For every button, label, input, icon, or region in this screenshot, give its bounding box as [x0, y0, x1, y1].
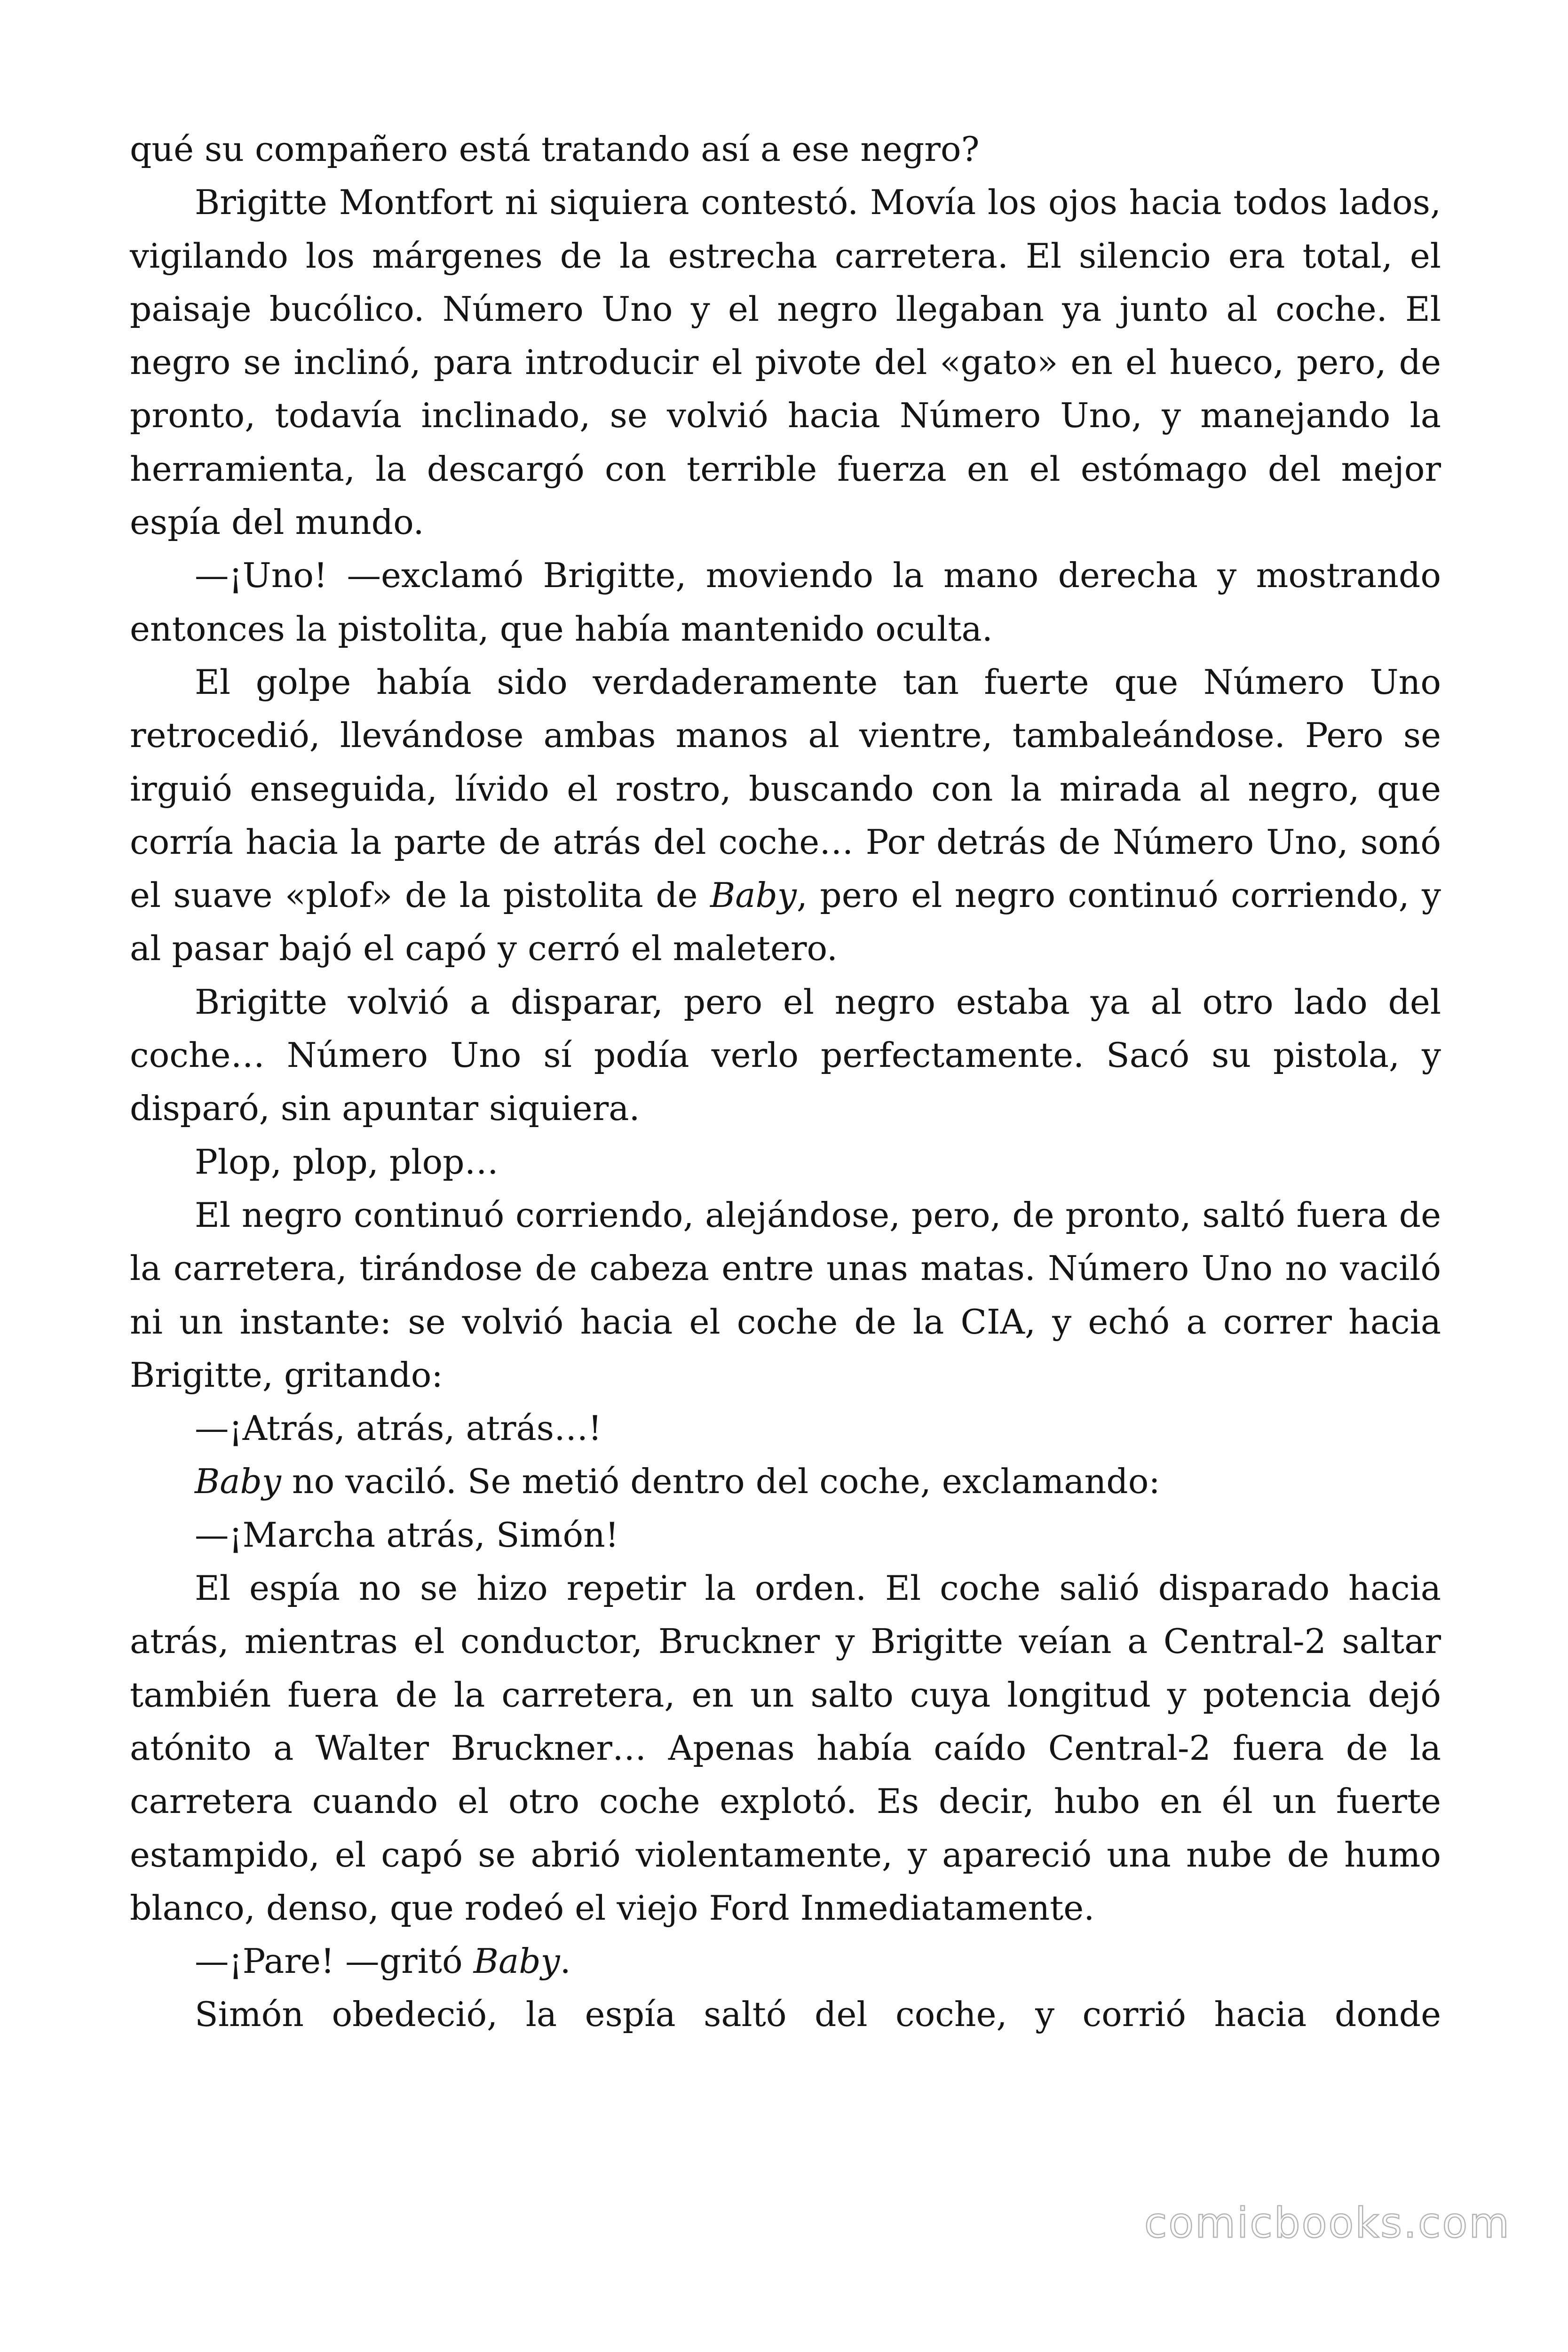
paragraph	[130, 1988, 1441, 2042]
paragraph	[130, 123, 1441, 176]
text-run: no vaciló. Se metió dentro del coche, exclamando:	[281, 1462, 1160, 1502]
text-run: —¡Marcha atrás, Simón!	[195, 1515, 619, 1555]
text-run: —¡Pare! —gritó	[195, 1942, 474, 1982]
text-run: Plop, plop, plop…	[195, 1142, 499, 1182]
paragraph	[130, 656, 1441, 976]
text-run: El negro continuó corriendo, alejándose, pero, de pronto, saltó fuera de la carretera, tirándose de cabeza entre unas matas. Número Uno no vaciló ni un instante: se volvió hacia el coche de la CIA, y echó a correr hacia Brigitte, gritando:	[130, 1195, 1441, 1395]
text-run: Brigitte volvió a disparar, pero el negro estaba ya al otro lado del coche… Número Uno sí podía verlo perfectamente. Sacó su pistola, y disparó, sin apuntar siquiera.	[130, 982, 1441, 1129]
paragraph	[130, 1562, 1441, 1935]
italic-name: Baby	[195, 1462, 281, 1502]
text-run: El espía no se hizo repetir la orden. El coche salió disparado hacia atrás, mientras el conductor, Bruckner y Brigitte veían a Central-2 saltar también fuera de la carretera, en un salto cuya longitud y potencia dejó atónito a Walter Bruckner… Apenas había caído Central-2 fuera de la carretera cuando el otro coche explotó. Es decir, hubo en él un fuerte estampido, el capó se abrió violentamente, y apareció una nube de humo blanco, denso, que rodeó el viejo Ford Inmediatamente.	[130, 1569, 1441, 1928]
paragraph	[130, 1189, 1441, 1402]
paragraph	[130, 176, 1441, 549]
paragraph	[130, 1402, 1441, 1455]
text-run: .	[560, 1942, 571, 1982]
text-run: , pero el negro continuó corriendo, y al pasar bajó el capó y cerró el maletero.	[130, 876, 1441, 969]
paragraph	[130, 1455, 1441, 1509]
paragraph	[130, 549, 1441, 656]
paragraph	[130, 1935, 1441, 1988]
paragraph	[130, 1136, 1441, 1189]
page-body	[130, 123, 1441, 2268]
italic-name: Baby	[473, 1942, 560, 1982]
text-run: Simón obedeció, la espía saltó del coche, y corrió hacia donde	[195, 1995, 1441, 2035]
paragraph	[130, 1509, 1441, 1562]
text-run: —¡Uno! —exclamó Brigitte, moviendo la mano derecha y mostrando entonces la pistolita, que había mantenido oculta.	[130, 556, 1441, 649]
watermark-logo: comicbooks.com	[1144, 2199, 1511, 2247]
paragraph	[130, 976, 1441, 1136]
text-run: Brigitte Montfort ni siquiera contestó. Movía los ojos hacia todos lados, vigilando los márgenes de la estrecha carretera. El silencio era total, el paisaje bucólico. Número Uno y el negro llegaban ya junto al coche. El negro se inclinó, para introducir el pivote del «gato» en el hueco, pero, de pronto, todavía inclinado, se volvió hacia Número Uno, y manejando la herramienta, la descargó con terrible fuerza en el estómago del mejor espía del mundo.	[130, 183, 1441, 543]
italic-name: Baby	[710, 876, 797, 916]
text-run: qué su compañero está tratando así a ese negro?	[130, 130, 980, 169]
text-run: El golpe había sido verdaderamente tan fuerte que Número Uno retrocedió, llevándose ambas manos al vientre, tambaleándose. Pero se irguió enseguida, lívido el rostro, buscando con la mirada al negro, que corría hacia la parte de atrás del coche… Por detrás de Número Uno, sonó el suave «plof» de la pistolita de	[130, 662, 1441, 916]
text-run: —¡Atrás, atrás, atrás…!	[195, 1409, 602, 1449]
